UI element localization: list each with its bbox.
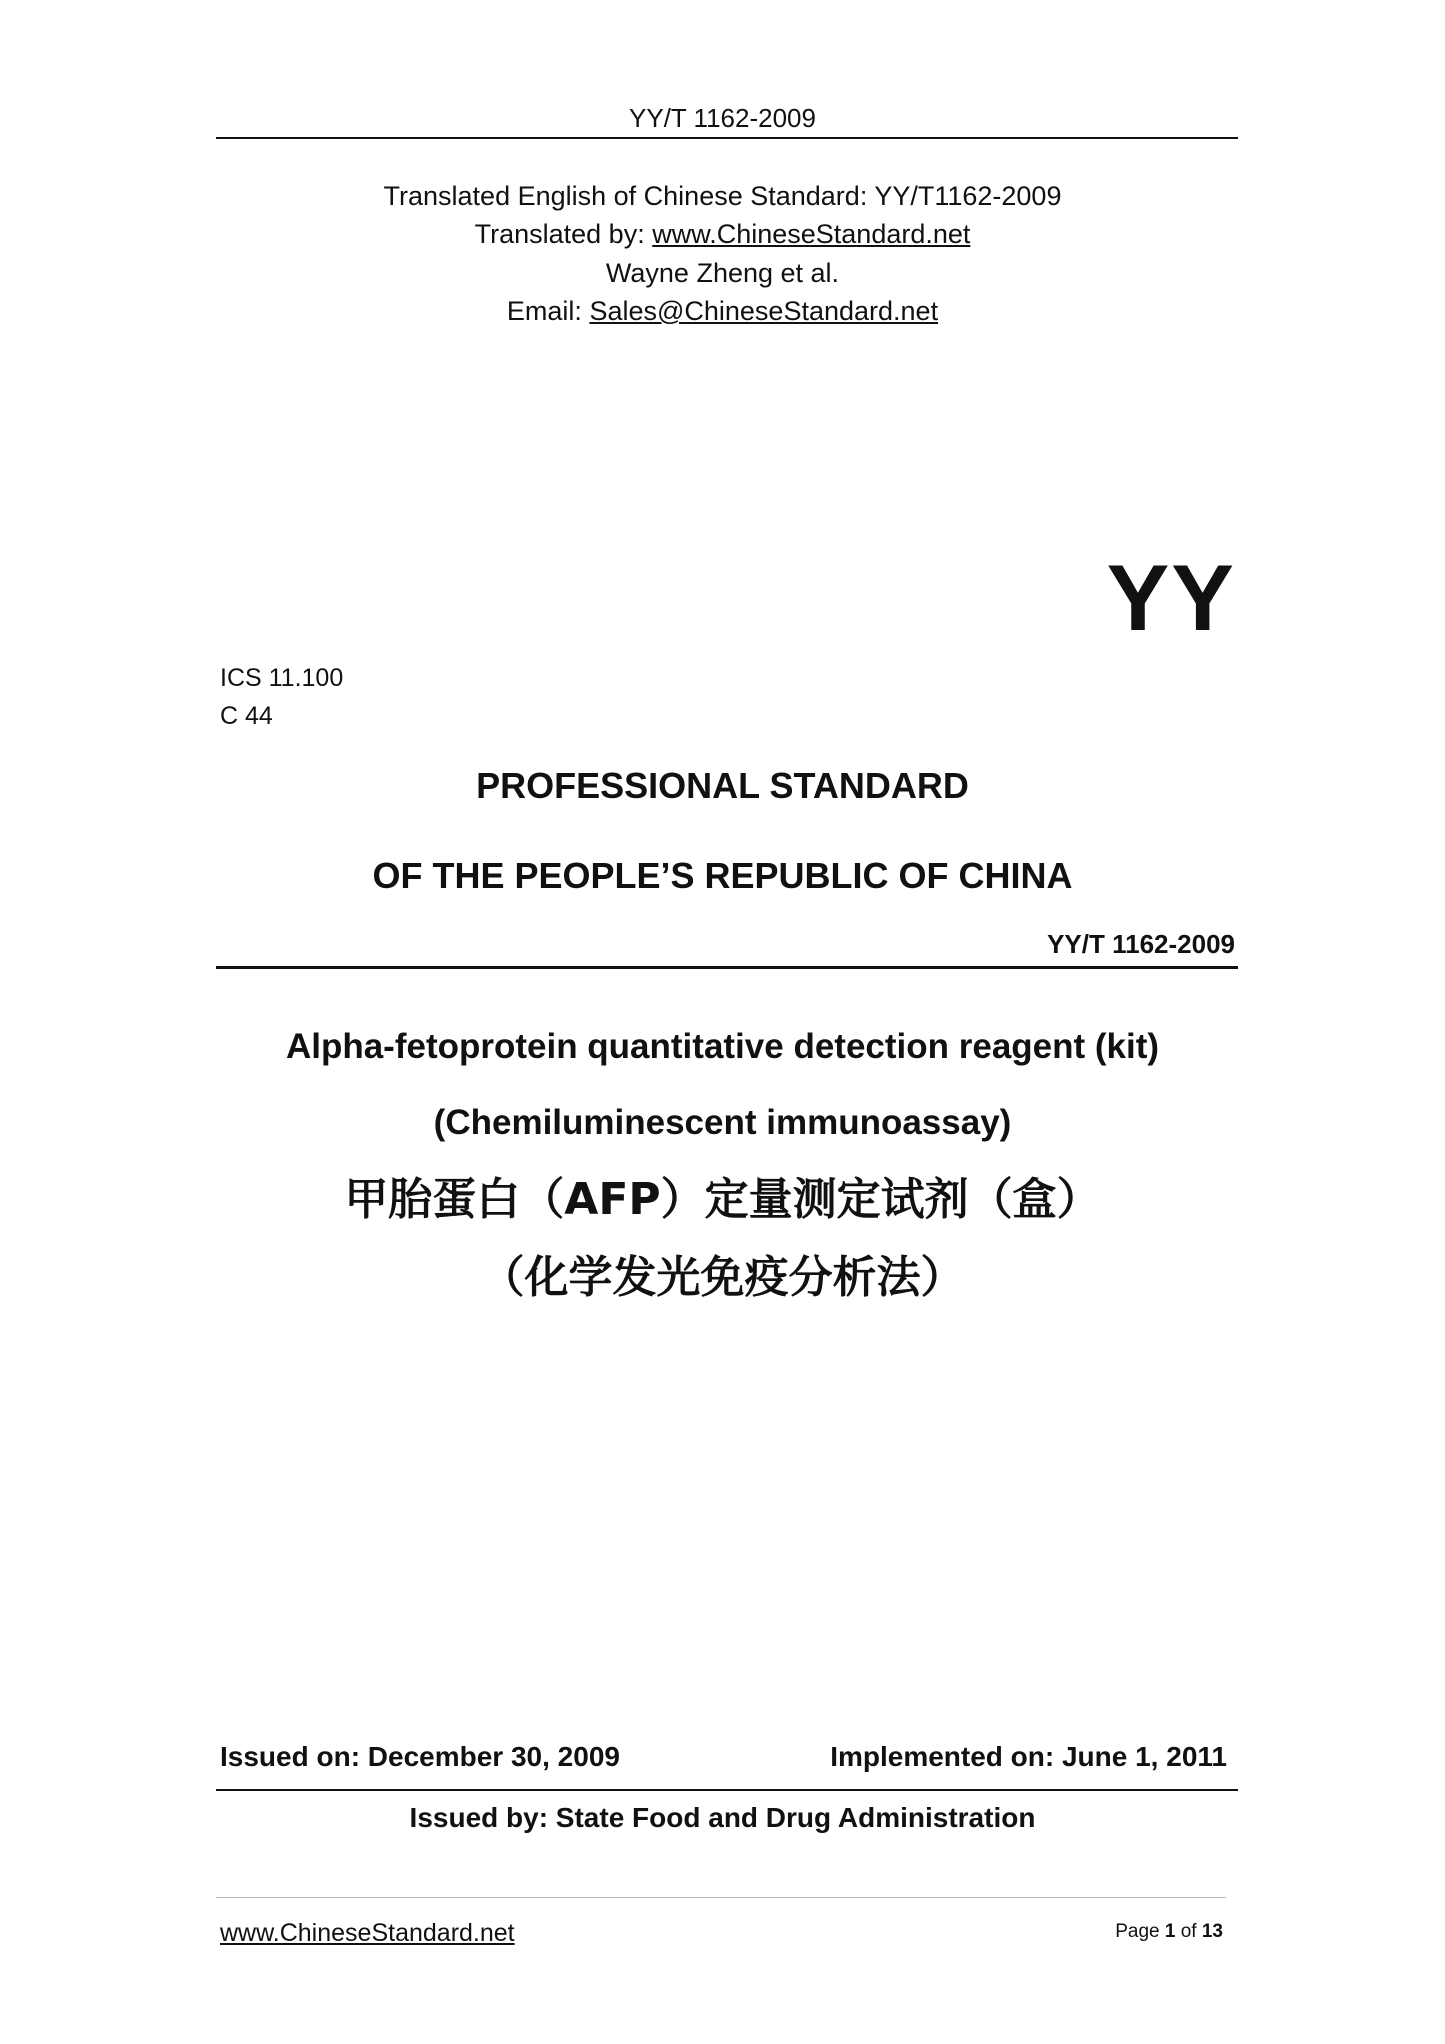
page-title-line2: OF THE PEOPLE’S REPUBLIC OF CHINA: [372, 855, 1073, 896]
document-title-zh-line2: （化学发光免疫分析法）: [480, 1252, 965, 1303]
header-divider: [216, 137, 1238, 139]
standard-category-mark: YY: [1106, 545, 1236, 650]
ics-code: ICS 11.100: [220, 664, 344, 692]
implemented-on-date: Implemented on: June 1, 2011: [830, 1741, 1227, 1772]
page-number: [1115, 1921, 1223, 1943]
translated-by-line: [0, 215, 1445, 253]
translator-name: Wayne Zheng et al.: [605, 258, 840, 288]
document-title-en-line2: (Chemiluminescent immunoassay): [433, 1103, 1012, 1142]
document-title-en-line1: Alpha-fetoprotein quantitative detection reagent (kit): [285, 1027, 1160, 1066]
ccs-code: C 44: [220, 702, 273, 730]
email-line: [0, 292, 1445, 330]
translated-by-label: Translated by:: [474, 219, 653, 249]
page-label: Page: [1115, 1921, 1165, 1942]
email-link[interactable]: Sales@ChineseStandard.net: [589, 296, 939, 326]
chinesestandard-link[interactable]: www.ChineseStandard.net: [652, 219, 971, 249]
document-title-zh-line1: 甲胎蛋白（AFP）定量测定试剂（盒）: [344, 1174, 1101, 1225]
footer-divider: [216, 1897, 1226, 1898]
page-of: of: [1175, 1921, 1202, 1942]
footer-link[interactable]: www.ChineseStandard.net: [220, 1919, 515, 1947]
title-divider: [216, 966, 1238, 969]
running-header-code: YY/T 1162-2009: [629, 103, 816, 133]
issued-on-date: Issued on: December 30, 2009: [220, 1741, 620, 1772]
page-total: 13: [1201, 1921, 1223, 1942]
issue-divider: [216, 1789, 1238, 1791]
email-label: Email:: [506, 296, 590, 326]
standard-number: YY/T 1162-2009: [1047, 929, 1235, 959]
page-title-line1: PROFESSIONAL STANDARD: [476, 765, 969, 806]
translation-line: Translated English of Chinese Standard: YY/T1162-2009: [383, 181, 1062, 211]
issuing-authority: Issued by: State Food and Drug Administration: [409, 1802, 1036, 1833]
page-current: 1: [1164, 1921, 1176, 1942]
